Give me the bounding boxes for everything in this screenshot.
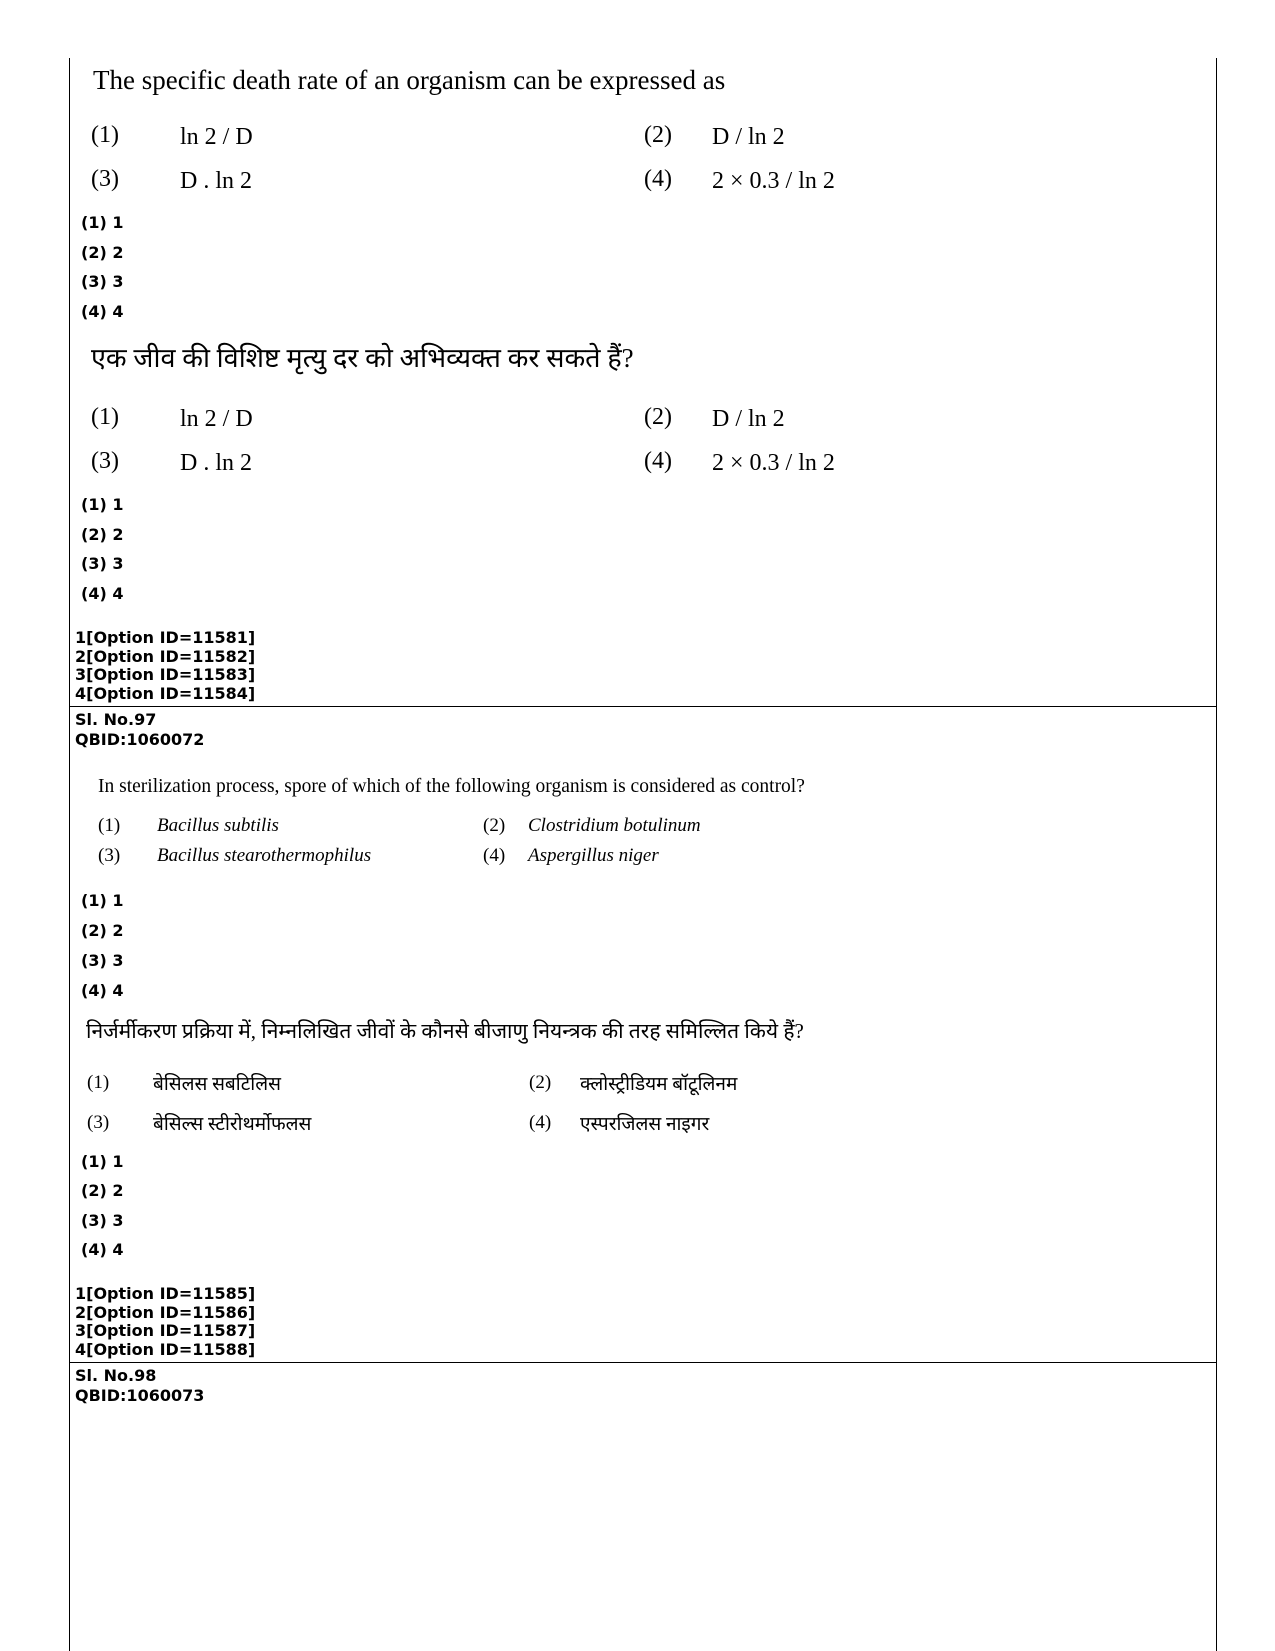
- answer-choice: (3) 3: [81, 1211, 124, 1230]
- answer-choice: (1) 1: [81, 213, 124, 232]
- option-text: D . ln 2: [180, 450, 252, 476]
- option-id: 3[Option ID=11583]: [75, 665, 256, 684]
- option-number: (3): [91, 166, 119, 192]
- option-id: 4[Option ID=11584]: [75, 684, 256, 703]
- option-id: 2[Option ID=11582]: [75, 647, 256, 666]
- answer-choice: (1) 1: [81, 495, 124, 514]
- option-text: Bacillus stearothermophilus: [157, 845, 372, 866]
- answer-choice: (2) 2: [81, 921, 124, 940]
- option-text: Bacillus subtilis: [157, 815, 279, 836]
- option-number: (4): [483, 845, 506, 866]
- option-text: बेसिलस सबटिलिस: [153, 1074, 281, 1095]
- option-number: (1): [91, 404, 119, 430]
- option-number: (2): [644, 404, 672, 430]
- option-number: (3): [91, 448, 119, 474]
- option-number: (1): [87, 1072, 110, 1093]
- option-number: (2): [529, 1072, 552, 1093]
- option-number: (3): [87, 1112, 110, 1133]
- option-text: बेसिल्स स्टीरोथर्मोफलस: [153, 1114, 312, 1135]
- qbid: QBID:1060073: [75, 1386, 205, 1405]
- option-text: 2 × 0.3 / ln 2: [712, 168, 835, 194]
- serial-number: Sl. No.98: [75, 1366, 157, 1385]
- answer-choice: (3) 3: [81, 951, 124, 970]
- answer-choice: (2) 2: [81, 525, 124, 544]
- option-text: D / ln 2: [712, 124, 785, 150]
- option-number: (4): [529, 1112, 552, 1133]
- option-id: 2[Option ID=11586]: [75, 1303, 256, 1322]
- answer-choice: (3) 3: [81, 554, 124, 573]
- option-text: क्लोस्ट्रीडियम बॉटूलिनम: [580, 1074, 738, 1095]
- option-text: D / ln 2: [712, 406, 785, 432]
- answer-choice: (3) 3: [81, 272, 124, 291]
- answer-choice: (4) 4: [81, 1240, 124, 1259]
- option-text: एस्परजिलस नाइगर: [580, 1114, 710, 1135]
- answer-choice: (4) 4: [81, 981, 124, 1000]
- option-id: 3[Option ID=11587]: [75, 1321, 256, 1340]
- question-text-en: The specific death rate of an organism can be expressed as: [93, 65, 726, 95]
- option-id: 1[Option ID=11581]: [75, 628, 256, 647]
- page-frame: [69, 58, 1217, 1651]
- option-text: Clostridium botulinum: [528, 815, 701, 836]
- option-id: 1[Option ID=11585]: [75, 1284, 256, 1303]
- option-text: 2 × 0.3 / ln 2: [712, 450, 835, 476]
- option-number: (4): [644, 448, 672, 474]
- answer-choice: (1) 1: [81, 891, 124, 910]
- answer-choice: (2) 2: [81, 1181, 124, 1200]
- question-text-en: In sterilization process, spore of which of the following organism is considered as control?: [98, 776, 805, 797]
- option-number: (2): [644, 122, 672, 148]
- serial-number: Sl. No.97: [75, 710, 157, 729]
- answer-choice: (4) 4: [81, 302, 124, 321]
- option-id: 4[Option ID=11588]: [75, 1340, 256, 1359]
- answer-choice: (4) 4: [81, 584, 124, 603]
- option-text: Aspergillus niger: [528, 845, 659, 866]
- option-text: D . ln 2: [180, 168, 252, 194]
- qbid: QBID:1060072: [75, 730, 205, 749]
- option-number: (4): [644, 166, 672, 192]
- option-number: (1): [98, 815, 121, 836]
- option-number: (3): [98, 845, 121, 866]
- option-number: (1): [91, 122, 119, 148]
- option-text: ln 2 / D: [180, 406, 253, 432]
- option-number: (2): [483, 815, 506, 836]
- question-text-hi: एक जीव की विशिष्ट मृत्यु दर को अभिव्यक्त कर सकते हैं?: [91, 343, 634, 373]
- option-text: ln 2 / D: [180, 124, 253, 150]
- section-divider: [70, 706, 1216, 707]
- question-text-hi: निर्जर्मीकरण प्रक्रिया में, निम्नलिखित जीवों के कौनसे बीजाणु नियन्त्रक की तरह समिल्लित किये हैं?: [86, 1019, 804, 1043]
- section-divider: [70, 1362, 1216, 1363]
- answer-choice: (2) 2: [81, 243, 124, 262]
- answer-choice: (1) 1: [81, 1152, 124, 1171]
